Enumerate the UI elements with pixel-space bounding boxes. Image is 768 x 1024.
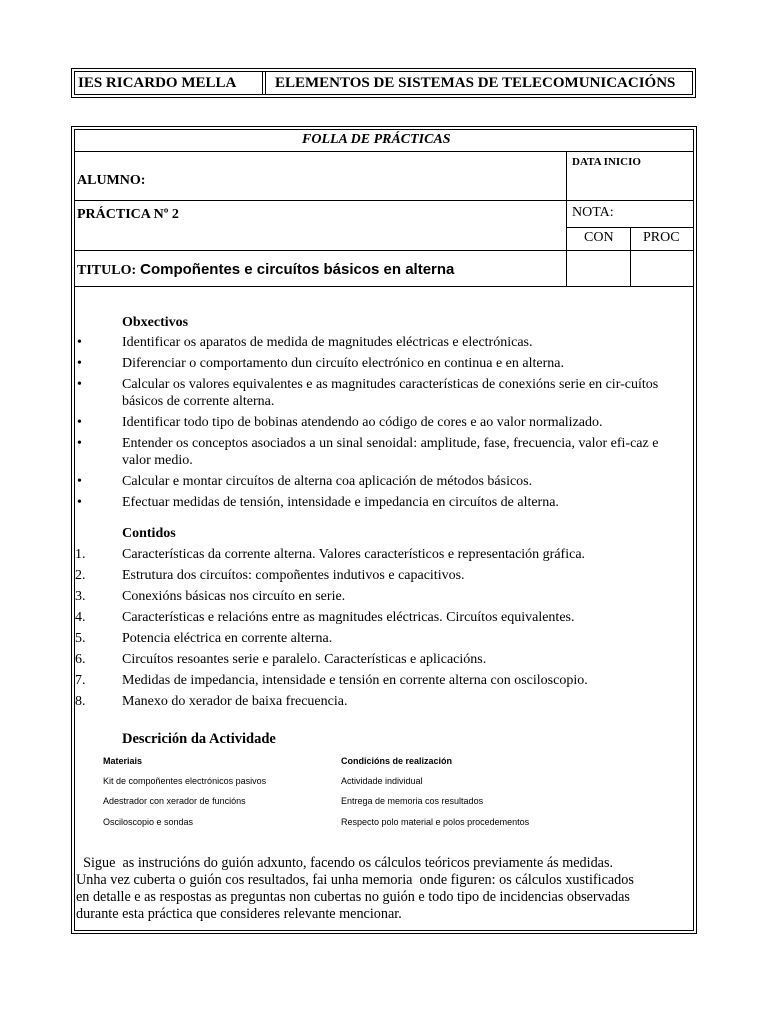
list-item: • Efectuar medidas de tensión, intensidade e impedancia en circuítos de alterna. <box>77 495 559 510</box>
bullet-icon: • <box>77 436 82 451</box>
instructions-line: Sigue as instrucións do guión adxunto, facendo os cálculos teóricos previamente ás medidas. <box>76 855 614 871</box>
instructions-line: durante esta práctica que consideres relevante mencionar. <box>76 906 402 922</box>
materials-heading: Materiais <box>103 756 143 766</box>
title-row <box>77 261 454 279</box>
material-item: Osciloscopio e sondas <box>103 817 194 827</box>
list-item: • Diferenciar o comportamento dun circuíto electrónico en continua e en alterna. <box>77 356 564 371</box>
list-item: 7. Medidas de impedancia, intensidade e tensión en corrente alterna con osciloscopio. <box>75 673 588 688</box>
list-item: 4. Características e relacións entre as magnitudes eléctricas. Circuítos equivalentes. <box>75 610 575 625</box>
condition-item: Actividade individual <box>341 776 423 786</box>
material-item: Adestrador con xerador de funcións <box>103 796 246 806</box>
grade-proc-label: PROC <box>643 230 680 245</box>
sheet-title: FOLLA DE PRÁCTICAS <box>302 132 451 147</box>
instructions-line: Unha vez cuberta o guión cos resultados, fai unha memoria onde figuren: os cálculos xustificados <box>76 872 634 888</box>
practice-label: PRÁCTICA Nº 2 <box>77 207 179 222</box>
row-divider-practice <box>74 250 694 251</box>
objectives-heading: Obxectivos <box>122 315 189 330</box>
list-item: 5. Potencia eléctrica en corrente alterna. <box>75 631 333 646</box>
header-table <box>71 68 696 98</box>
condition-item: Respecto polo material e polos procedementos <box>341 817 530 827</box>
contents-list <box>75 546 687 714</box>
row-divider-title <box>74 151 694 152</box>
school-name: IES RICARDO MELLA <box>75 72 263 94</box>
contents-heading: Contidos <box>122 526 176 541</box>
list-item: • Identificar todo tipo de bobinas atendendo ao código de cores e ao valor normalizado. <box>77 415 603 430</box>
list-item: 2. Estrutura dos circuítos: compoñentes indutivos e capacitivos. <box>75 568 465 583</box>
objectives-list <box>75 334 687 515</box>
condition-item: Entrega de memoria cos resultados <box>341 796 484 806</box>
title-value: Compoñentes e circuítos básicos en alterna <box>140 261 455 278</box>
list-item: 1. Características da corrente alterna. Valores característicos e representación gráfica. <box>75 547 586 562</box>
row-divider-student <box>74 200 694 201</box>
bullet-icon: • <box>77 335 82 350</box>
bullet-icon: • <box>77 356 82 371</box>
header-table-inner <box>74 71 693 95</box>
title-label: TITULO: <box>77 263 137 278</box>
grade-con-label: CON <box>584 230 614 245</box>
activity-heading: Descrición da Actividade <box>122 731 276 747</box>
col-divider-right <box>566 151 567 286</box>
row-divider-heading <box>74 286 694 287</box>
list-item: • Calcular e montar circuítos de alterna coa aplicación de métodos básicos. <box>77 474 533 489</box>
list-item: • Calcular os valores equivalentes e as magnitudes características de conexións serie en cir-cuítos básicos de corrente alterna. <box>77 377 659 409</box>
instructions-line: en detalle e as respostas as preguntas non cubertas no guión e todo tipo de incidencias observadas <box>76 889 630 905</box>
bullet-icon: • <box>77 474 82 489</box>
list-item: 8. Manexo do xerador de baixa frecuencia. <box>75 694 348 709</box>
list-item: • Entender os conceptos asociados a un sinal senoidal: amplitude, fase, frecuencia, valor efi-caz e valor medio. <box>77 436 659 468</box>
list-item: 6. Circuítos resoantes serie e paralelo. Características e aplicacións. <box>75 652 487 667</box>
start-date-label: DATA INICIO <box>572 156 641 168</box>
bullet-icon: • <box>77 377 82 392</box>
instructions-paragraph <box>76 855 692 923</box>
bullet-icon: • <box>77 415 82 430</box>
grade-label: NOTA: <box>572 205 614 220</box>
subject-name: ELEMENTOS DE SISTEMAS DE TELECOMUNICACIÓNS <box>275 75 676 91</box>
bullet-icon: • <box>77 495 82 510</box>
list-item: 3. Conexións básicas nos circuíto en serie. <box>75 589 346 604</box>
list-item: • Identificar os aparatos de medida de magnitudes eléctricas e electrónicas. <box>77 335 533 350</box>
conditions-heading: Condicións de realización <box>341 756 453 766</box>
student-label: ALUMNO: <box>77 173 146 188</box>
material-item: Kit de compoñentes electrónicos pasivos <box>103 776 267 786</box>
col-divider-grade <box>630 227 631 286</box>
